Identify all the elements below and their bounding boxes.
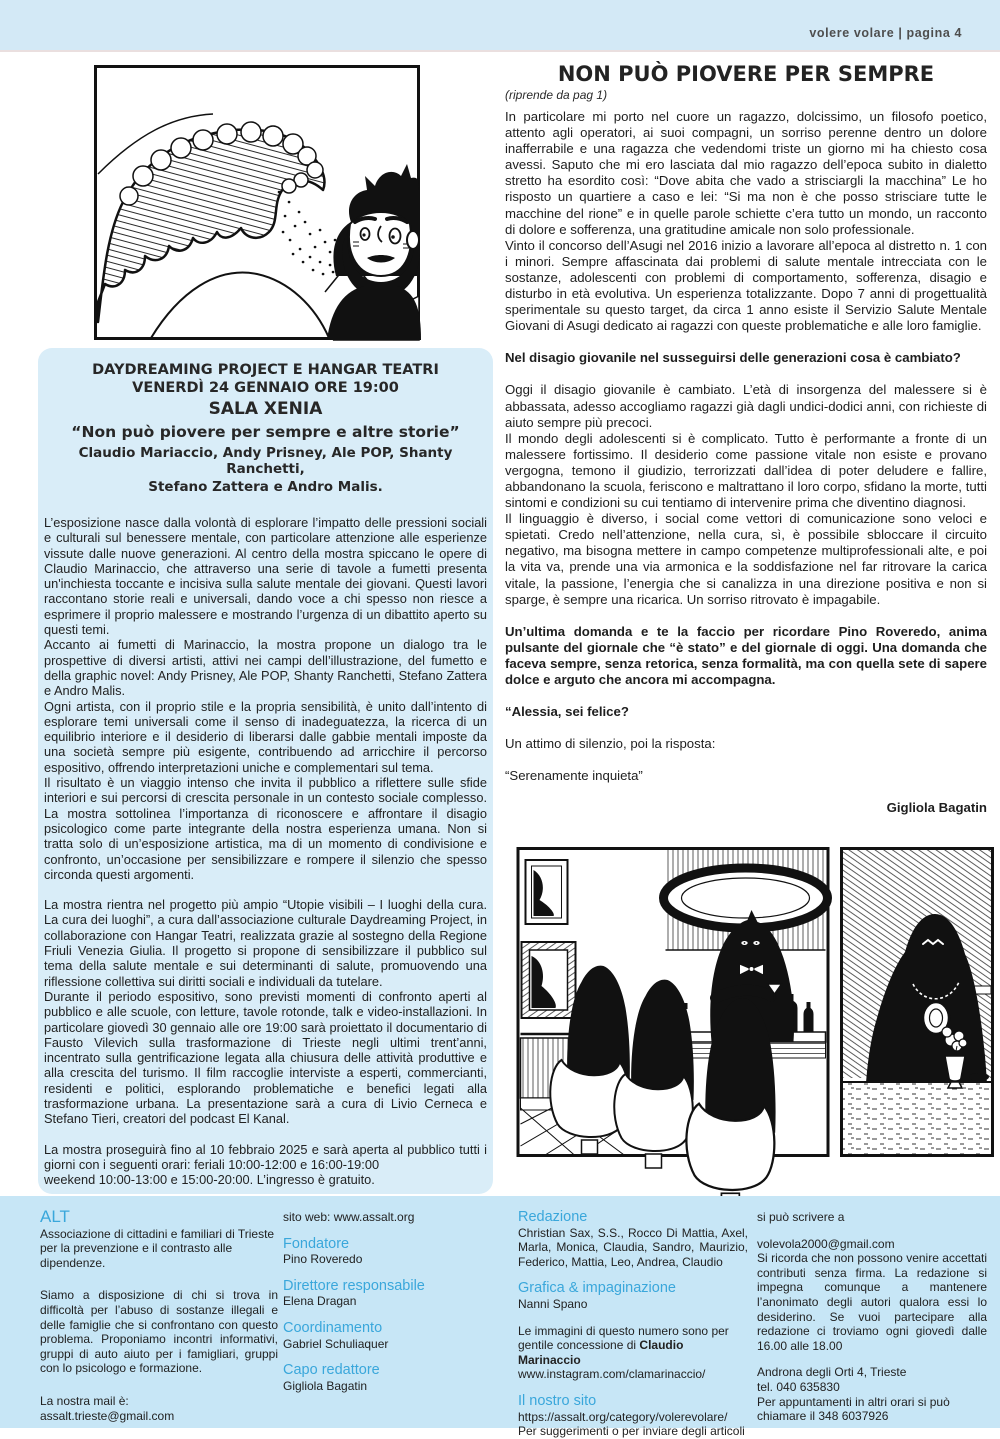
footer-role-label: Direttore responsabile [283, 1277, 425, 1294]
continuation-note: (riprende da pag 1) [505, 88, 608, 102]
event-artists-line1: Claudio Mariaccio, Andy Prisney, Ale POP, Shanty Ranchetti, [78, 445, 453, 477]
article-signature: Gigliola Bagatin [886, 800, 987, 816]
event-artists-line2: Stefano Zattera e Andro Malis. [148, 479, 383, 495]
event-announcement [44, 362, 487, 495]
footer-phone: tel. 040 635830 [757, 1379, 840, 1394]
footer-mail-label: La nostra mail è: [40, 1393, 129, 1408]
footer-mail-address: assalt.trieste@gmail.com [40, 1408, 175, 1423]
footer-redazione-label: Redazione [518, 1209, 588, 1225]
article-title: NON PUÒ PIOVERE PER SEMPRE [557, 62, 935, 86]
wave-comic-illustration [93, 64, 421, 341]
footer-grafica-name: Nanni Spano [518, 1296, 588, 1311]
credits-text: Le immagini di questo numero sono per gentile concessione di [518, 1323, 729, 1353]
paragraph: In particolare mi porto nel cuore un ragazzo, dolcissimo, un filosofo poetico, attento agli operatori, ai suoi compagni, un sorriso perenne dentro un dolore inafferrabile e una ragazza che vedendomi triste un giorno mi ha chiesto cosa avessi. Saputo che mi ero lasciata dal mio ragazzo dell’epoca subito in dialetto stretto ha esordito così: “Dove abita che vado a strisciargli la macchina” Le ho risposto un quartiere a caso e lei: “Si ma non è che posso strisciare tutte le macchine del rione” e in quelle parole schiette c’era tutto un mondo, un racconto di dolore e sofferenza, una gratitudine amicale non solo professionale. [505, 109, 987, 237]
footer-submission-note: Si ricorda che non possono venire accettati contributi senza firma. La redazione si impegna comunque a mantenere l’anonimato degli autori qualora essi lo desiderino. Se vuoi partecipare alla redazione ci troviamo ogni giovedì dalle 16.00 alle 18.00 [757, 1251, 987, 1353]
paragraph: Accanto ai fumetti di Marinaccio, la mostra propone un dialogo tra le prospettive di diversi artisti, attivi nei campi dell’illustrazione, del fumetto e della graphic novel: Andy Prisney, Ale POP, Shanty Ranchetti, Stefano Zattera e Andro Malis. [44, 637, 487, 699]
footer-address: Androna degli Orti 4, Trieste [757, 1365, 907, 1380]
footer-role-name: Gabriel Schuliaquer [283, 1336, 389, 1351]
footer-role-label: Capo redattore [283, 1362, 380, 1379]
paragraph: La mostra proseguirà fino al 10 febbraio 2025 e sarà aperta al pubblico tutti i giorni con i seguenti orari: feriali 10:00-12:00 e 16:00-19:00 [44, 1141, 487, 1172]
footer-org-desc: Associazione di cittadini e familiari di Trieste per la prevenzione e il contrasto alle dipendenze. [40, 1226, 275, 1270]
event-organizers: DAYDREAMING PROJECT E HANGAR TEATRI [92, 362, 439, 378]
credits-link: www.instagram.com/clamarinaccio/ [518, 1367, 706, 1382]
footer-editorial [518, 1210, 748, 1439]
footer-role-name: Gigliola Bagatin [283, 1378, 368, 1393]
wave-comic-panel [93, 64, 421, 341]
footer-grafica-label: Grafica & impaginazione [518, 1280, 676, 1297]
table [843, 1082, 991, 1154]
paragraph: Ogni artista, con il proprio stile e la propria sensibilità, è unito dall’intento di esplorare temi universali come il senso di inadeguatezza, la ricerca di un equilibrio interiore e il desiderio di liberarsi dalle gabbie mentali imposte da una società sempre più esigente, contribuendo ad arricchire il percorso espositivo, offrendo interpretazioni uniche e complementari sul tema. [44, 698, 487, 775]
footer-role-name: Elena Dragan [283, 1294, 357, 1309]
interview-question: Nel disagio giovanile nel susseguirsi delle generazioni cosa è cambiato? [505, 350, 961, 366]
footer-association [40, 1207, 278, 1423]
footer-staff [283, 1210, 478, 1393]
credits-artist: Claudio Marinaccio [518, 1338, 684, 1367]
main-article [505, 62, 987, 815]
paragraph: L’esposizione nasce dalla volontà di esplorare l’impatto delle pressioni sociali e culturali sul benessere mentale, con particolare attenzione alle esperienze vissute dalle nuove generazioni. Al centro della mostra spiccano le opere di Claudio Marinaccio, che attraverso una serie di tavole a fumetti presenta un'inchiesta toccante e incisiva sulla salute mentale dei giovani. Questi lavori raccontano storie reali e universali, dando voce a chi spesso non riesce a esprimere il proprio malessere e mostrando l’urgenza di un dibattito aperto su questi temi. [44, 515, 487, 638]
closing-question: Un’ultima domanda e te la faccio per ricordare Pino Roveredo, anima pulsante del giornale che “è stato” e del giornale di oggi. Una domanda che faceva sempre, senza retorica, senza formalità, ma con quella sete di sapere dolce e arguto che ancora mi accompagna. [505, 623, 987, 687]
wall-picture-frame [526, 860, 568, 924]
paragraph: Vinto il concorso dell’Asugi nel 2016 inizio a lavorare all’epoca al distretto n. 1 con i minori. Sempre affascinata dai problemi di salute mentale intrecciata con le sostanze, adolescenti con problemi di comportamento, sofferenza, disagio e disturbo in età evolutiva. Un esperienza totalizzante. Dopo 7 anni di progettualità sperimentale su questo target, da circa 1 anno esiste il Servizio Salute Mentale Giovani di Asugi dedicato ai ragazzi con queste problematiche e alle loro famiglie. [505, 237, 987, 334]
event-venue: SALA XENIA [208, 399, 323, 419]
page-header: volere volare | pagina 4 [809, 26, 962, 40]
footer-contacts [757, 1210, 987, 1424]
paragraph: Oggi il disagio giovanile è cambiato. L’età di insorgenza del malessere si è abbassata, adesso accogliamo ragazzi già dagli undici-dodici anni, con richieste di aiuto sempre più precoci. [505, 382, 987, 430]
paragraph: Il mondo degli adolescenti si è complicato. Tutto è performante a fronte di un malessere fortissimo. Il desiderio come passione vitale non esiste e provano vergogna, temono il giudizio, terrorizzati dall’idea di poter deludere e fallire, abbandonano la scuola, feriscono e maltrattano il loro corpo, sfidano la morte, tutti sintomi e condizioni su cui tentiamo di intervenire prima che diventino diagnosi. [505, 430, 987, 511]
event-show-title: “Non può piovere per sempre e altre storie” [71, 423, 460, 441]
footer-role-label: Coordinamento [283, 1319, 383, 1336]
footer-redazione-names: Christian Sax, S.S., Rocco Di Mattia, Axel, Marla, Monica, Claudia, Sandro, Maurizio, Federico, Mattia, Leo, Andrea, Claudio [518, 1225, 748, 1269]
footer-website: sito web: www.assalt.org [283, 1210, 415, 1224]
paragraph: Il risultato è un viaggio intenso che invita il pubblico a riflettere sulle sfide interiori e sui percorsi di crescita personale in un contesto sociale complesso. La mostra sottolinea l’importanza di riconoscere e affrontare il disagio psicologico come parte integrante della nostra esperienza umana. Non si tratta solo di un’esposizione artistica, ma di un momento di condivisione e confronto, un’occasione per sensibilizzare e rompere il silenzio che spesso circonda questi argomenti. [44, 775, 487, 882]
footer-email: volevola2000@gmail.com [757, 1236, 895, 1251]
event-datetime: VENERDÌ 24 GENNAIO ORE 19:00 [132, 380, 399, 396]
quote-question: “Alessia, sei felice? [505, 704, 629, 720]
footer-site-url: https://assalt.org/category/volerevolare/ [518, 1409, 728, 1424]
portrait-illustration [839, 846, 995, 1158]
footer-image-credits [518, 1324, 748, 1382]
footer-band [0, 1196, 1000, 1439]
footer-role-label: Fondatore [283, 1235, 350, 1252]
paragraph: Durante il periodo espositivo, sono previsti momenti di confronto aperti al pubblico e alle scuole, con letture, tavole rotonde, talk e video-installazioni. In particolare giovedì 30 gennaio alle ore 19:00 sarà proiettato il documentario di Fausto Vilevich sulla trasformazione di Trieste negli ultimi trent’anni, incentrato sulla gentrificazione legata alla chiusura delle attività produttive e alla crescita del turismo. Il film raccoglie interviste a esperti, commercianti, residenti e politici, esplorando problematiche e benefici legati alla trasformazione urbana. La presentazione sarà a cura di Livio Cerneca e Stefano Tieri, creatori del podcast El Kanal. [44, 988, 487, 1127]
footer-org-body: Siamo a disposizione di chi si trova in difficoltà per l’abuso di sostanze illegali e delle famiglie che si confrontano con questo problema. Proponiamo incontri informativi, gruppi di auto aiuto per i famigliari, gruppi con lo psicologo e formazione. [40, 1288, 278, 1376]
bowl [969, 1073, 989, 1081]
footer-site-label: Il nostro sito [518, 1392, 597, 1409]
footer-role-name: Pino Roveredo [283, 1252, 363, 1267]
ceiling-canopy [664, 868, 828, 928]
paragraph: Un attimo di silenzio, poi la risposta: [505, 736, 716, 752]
footer-write-label: si può scrivere a [757, 1210, 845, 1224]
paragraph: La mostra rientra nel progetto più ampio “Utopie visibili – I luoghi della cura. La cura dei luoghi”, a cura dall’associazione culturale Daydreaming Project, in collaborazione con Hangar Teatri, realizzata grazie al sostegno della Regione Friuli Venezia Giulia. Il progetto si propone di sensibilizzare il pubblico sul tema della salute mentale e sui determinanti di salute, promuovendo una riflessione collettiva sui diritti sociali e individuali da tutelare. [44, 897, 487, 989]
footer-site-note: Per suggerimenti o per inviare degli articoli [518, 1424, 745, 1439]
footer-phone-note: Per appuntamenti in altri orari si può chiamare il 348 6037926 [757, 1394, 950, 1424]
comic-strip [515, 846, 995, 1158]
quote-answer: “Serenamente inquieta” [505, 768, 643, 784]
bar-scene-illustration [515, 846, 831, 1158]
footer-org-name: ALT [40, 1207, 70, 1226]
wall-picture-frame [522, 942, 576, 1018]
exhibition-panel [38, 348, 493, 1194]
ear [407, 231, 419, 249]
paragraph: Il linguaggio è diverso, i social come vettori di comunicazione sono veloci e spietati. Credo nell’attenzione, nella cura, sì, è possibile sbloccare il circuito negativo, ma bisogna mettere in campo competenze multiprofessionali alte, e poi la vita va, prende una via armonica e la soddisfazione nel far ritrovare la carica vitale, la passione, l’energia che si canalizza in una direzione positiva e non si sparge, è sempre una ricarica. Un sorriso ritrovato è impagabile. [505, 511, 987, 607]
paragraph: weekend 10:00-13:00 e 15:00-20:00. L’ingresso è gratuito. [44, 1172, 375, 1188]
